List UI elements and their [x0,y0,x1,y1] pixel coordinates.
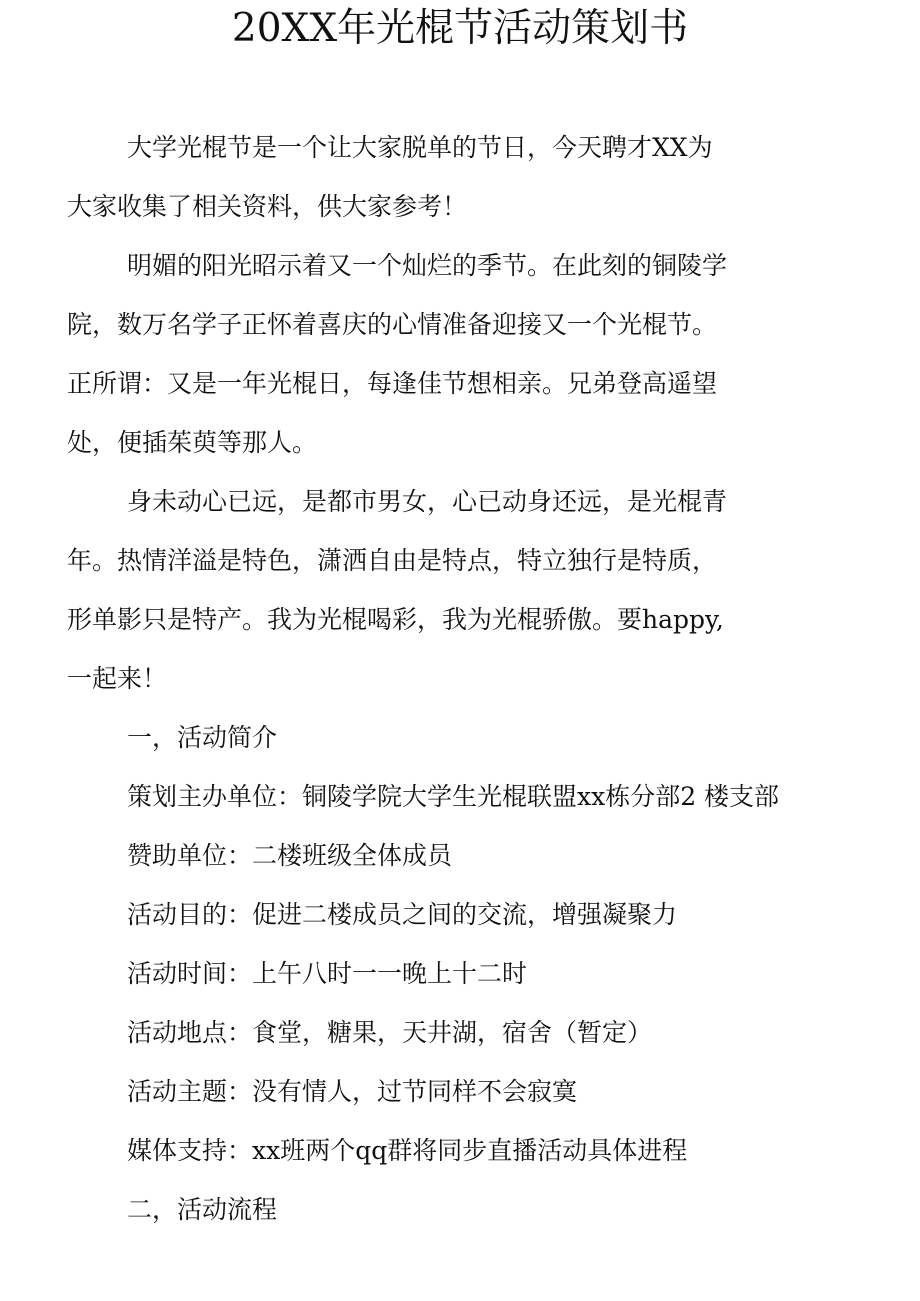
info-line: 媒体支持：xx班两个qq群将同步直播活动具体进程 [127,1136,688,1165]
info-line: 活动地点：食堂，糖果，天井湖，宿舍（暂定） [127,1018,653,1047]
paragraph-line: 院，数万名学子正怀着喜庆的心情准备迎接又一个光棍节。 [67,310,718,339]
paragraph-line: 大学光棍节是一个让大家脱单的节日，今天聘才XX为 [127,133,713,162]
paragraph-line: 大家收集了相关资料，供大家参考！ [67,192,468,221]
paragraph-line: 年。热情洋溢是特色，潇洒自由是特点，特立独行是特质， [67,546,718,575]
section-heading: 二，活动流程 [127,1195,278,1224]
paragraph-line: 形单影只是特产。我为光棍喝彩，我为光棍骄傲。要happy, [67,605,724,634]
paragraph-line: 明媚的阳光昭示着又一个灿烂的季节。在此刻的铜陵学 [127,251,728,280]
section-heading: 一，活动简介 [127,723,278,752]
info-line: 策划主办单位：铜陵学院大学生光棍联盟xx栋分部2 楼支部 [127,782,780,811]
document-title: 20XX年光棍节活动策划书 [231,6,689,51]
paragraph-line: 正所谓：又是一年光棍日，每逢佳节想相亲。兄弟登高遥望 [67,369,718,398]
document-body [67,118,827,1239]
info-line: 活动主题：没有情人，过节同样不会寂寞 [127,1077,578,1106]
info-line: 活动时间：上午八时一一晚上十二时 [127,959,528,988]
info-line: 活动目的：促进二楼成员之间的交流，增强凝聚力 [127,900,678,929]
paragraph-line: 处，便插茱萸等那人。 [67,428,318,457]
paragraph-line: 身未动心已远，是都市男女，心已动身还远，是光棍青 [127,487,728,516]
paragraph-line: 一起来！ [67,664,168,693]
info-line: 赞助单位：二楼班级全体成员 [127,841,453,870]
